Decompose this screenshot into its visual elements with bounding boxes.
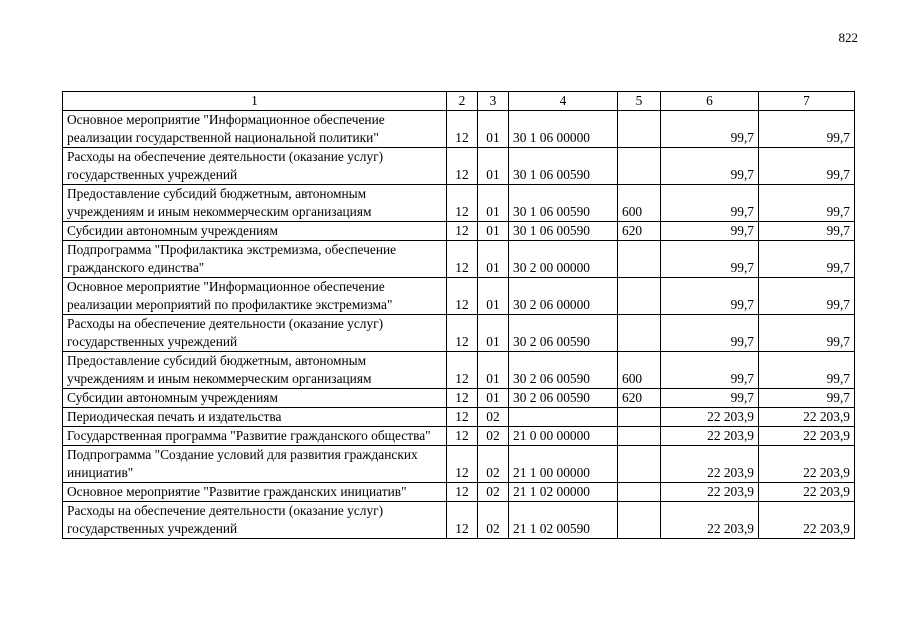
- row-amount-year-2: 22 203,9: [759, 427, 855, 446]
- row-amount-year-2: 22 203,9: [759, 408, 855, 427]
- table-row: [63, 502, 855, 539]
- row-name: Подпрограмма "Создание условий для развития гражданских инициатив": [63, 446, 447, 483]
- row-target-code: 30 2 00 00000: [509, 241, 618, 278]
- row-amount-year-1: 99,7: [661, 278, 759, 315]
- row-expense-type: [618, 502, 661, 539]
- row-expense-type: [618, 111, 661, 148]
- row-amount-year-1: 22 203,9: [661, 483, 759, 502]
- table-row: [63, 315, 855, 352]
- row-expense-type: [618, 427, 661, 446]
- row-amount-year-2: 99,7: [759, 222, 855, 241]
- row-subsection: 01: [478, 315, 509, 352]
- row-amount-year-1: 22 203,9: [661, 446, 759, 483]
- table-row: [63, 483, 855, 502]
- row-name: Субсидии автономным учреждениям: [63, 389, 447, 408]
- row-expense-type: [618, 278, 661, 315]
- header-col-1: 1: [63, 92, 447, 111]
- row-section: 12: [447, 185, 478, 222]
- row-name: Предоставление субсидий бюджетным, автономным учреждениям и иным некоммерческим организациям: [63, 352, 447, 389]
- row-amount-year-1: 99,7: [661, 352, 759, 389]
- row-amount-year-1: 99,7: [661, 241, 759, 278]
- row-section: 12: [447, 389, 478, 408]
- row-section: 12: [447, 502, 478, 539]
- row-name: Подпрограмма "Профилактика экстремизма, обеспечение гражданского единства": [63, 241, 447, 278]
- row-name: Государственная программа "Развитие гражданского общества": [63, 427, 447, 446]
- row-name: Периодическая печать и издательства: [63, 408, 447, 427]
- row-section: 12: [447, 278, 478, 315]
- row-section: 12: [447, 315, 478, 352]
- table-row: [63, 427, 855, 446]
- table-row: [63, 148, 855, 185]
- row-section: 12: [447, 446, 478, 483]
- table-row: [63, 408, 855, 427]
- row-amount-year-1: 99,7: [661, 148, 759, 185]
- row-subsection: 01: [478, 148, 509, 185]
- row-name: Основное мероприятие "Информационное обеспечение реализации мероприятий по профилактике экстремизма": [63, 278, 447, 315]
- row-target-code: 30 2 06 00590: [509, 315, 618, 352]
- table-row: [63, 241, 855, 278]
- header-col-7: 7: [759, 92, 855, 111]
- row-amount-year-1: 22 203,9: [661, 408, 759, 427]
- row-subsection: 01: [478, 222, 509, 241]
- row-name: Основное мероприятие "Информационное обеспечение реализации государственной национальной политики": [63, 111, 447, 148]
- row-amount-year-2: 99,7: [759, 185, 855, 222]
- row-target-code: 21 1 02 00000: [509, 483, 618, 502]
- row-amount-year-2: 99,7: [759, 111, 855, 148]
- row-name: Расходы на обеспечение деятельности (оказание услуг) государственных учреждений: [63, 315, 447, 352]
- row-amount-year-1: 99,7: [661, 111, 759, 148]
- row-subsection: 02: [478, 427, 509, 446]
- row-name: Субсидии автономным учреждениям: [63, 222, 447, 241]
- row-target-code: 21 1 02 00590: [509, 502, 618, 539]
- row-name: Расходы на обеспечение деятельности (оказание услуг) государственных учреждений: [63, 502, 447, 539]
- row-amount-year-2: 99,7: [759, 389, 855, 408]
- table-row: [63, 446, 855, 483]
- row-section: 12: [447, 222, 478, 241]
- row-amount-year-2: 22 203,9: [759, 483, 855, 502]
- row-section: 12: [447, 111, 478, 148]
- table-row: [63, 222, 855, 241]
- row-expense-type: [618, 446, 661, 483]
- header-col-5: 5: [618, 92, 661, 111]
- row-amount-year-2: 22 203,9: [759, 502, 855, 539]
- row-amount-year-1: 99,7: [661, 389, 759, 408]
- row-amount-year-2: 22 203,9: [759, 446, 855, 483]
- row-subsection: 01: [478, 389, 509, 408]
- row-expense-type: 600: [618, 352, 661, 389]
- row-subsection: 01: [478, 352, 509, 389]
- row-subsection: 01: [478, 241, 509, 278]
- row-amount-year-2: 99,7: [759, 278, 855, 315]
- budget-table: [62, 91, 855, 539]
- row-expense-type: 600: [618, 185, 661, 222]
- row-amount-year-2: 99,7: [759, 241, 855, 278]
- row-expense-type: [618, 315, 661, 352]
- row-target-code: [509, 408, 618, 427]
- row-expense-type: [618, 408, 661, 427]
- row-target-code: 30 1 06 00590: [509, 222, 618, 241]
- row-subsection: 02: [478, 502, 509, 539]
- row-subsection: 01: [478, 278, 509, 315]
- row-subsection: 02: [478, 408, 509, 427]
- row-name: Расходы на обеспечение деятельности (оказание услуг) государственных учреждений: [63, 148, 447, 185]
- row-target-code: 30 2 06 00590: [509, 389, 618, 408]
- row-amount-year-1: 99,7: [661, 185, 759, 222]
- table-row: [63, 352, 855, 389]
- row-target-code: 30 1 06 00590: [509, 185, 618, 222]
- row-section: 12: [447, 148, 478, 185]
- row-subsection: 01: [478, 111, 509, 148]
- header-col-3: 3: [478, 92, 509, 111]
- row-target-code: 30 2 06 00000: [509, 278, 618, 315]
- header-col-4: 4: [509, 92, 618, 111]
- row-target-code: 30 2 06 00590: [509, 352, 618, 389]
- row-amount-year-2: 99,7: [759, 148, 855, 185]
- row-subsection: 02: [478, 446, 509, 483]
- table-row: [63, 278, 855, 315]
- table-row: [63, 111, 855, 148]
- row-expense-type: [618, 241, 661, 278]
- row-section: 12: [447, 241, 478, 278]
- header-row: [63, 92, 855, 111]
- row-section: 12: [447, 352, 478, 389]
- row-name: Предоставление субсидий бюджетным, автономным учреждениям и иным некоммерческим организациям: [63, 185, 447, 222]
- row-target-code: 30 1 06 00590: [509, 148, 618, 185]
- table-body: [63, 111, 855, 539]
- row-amount-year-2: 99,7: [759, 352, 855, 389]
- header-col-6: 6: [661, 92, 759, 111]
- row-expense-type: 620: [618, 222, 661, 241]
- row-subsection: 02: [478, 483, 509, 502]
- row-target-code: 30 1 06 00000: [509, 111, 618, 148]
- row-section: 12: [447, 427, 478, 446]
- row-name: Основное мероприятие "Развитие гражданских инициатив": [63, 483, 447, 502]
- row-amount-year-2: 99,7: [759, 315, 855, 352]
- row-amount-year-1: 22 203,9: [661, 502, 759, 539]
- row-amount-year-1: 99,7: [661, 315, 759, 352]
- row-target-code: 21 0 00 00000: [509, 427, 618, 446]
- row-expense-type: [618, 483, 661, 502]
- row-expense-type: 620: [618, 389, 661, 408]
- row-subsection: 01: [478, 185, 509, 222]
- row-section: 12: [447, 408, 478, 427]
- row-amount-year-1: 22 203,9: [661, 427, 759, 446]
- row-section: 12: [447, 483, 478, 502]
- table-row: [63, 185, 855, 222]
- row-target-code: 21 1 00 00000: [509, 446, 618, 483]
- row-expense-type: [618, 148, 661, 185]
- header-col-2: 2: [447, 92, 478, 111]
- row-amount-year-1: 99,7: [661, 222, 759, 241]
- page-number: 822: [838, 30, 858, 45]
- table-row: [63, 389, 855, 408]
